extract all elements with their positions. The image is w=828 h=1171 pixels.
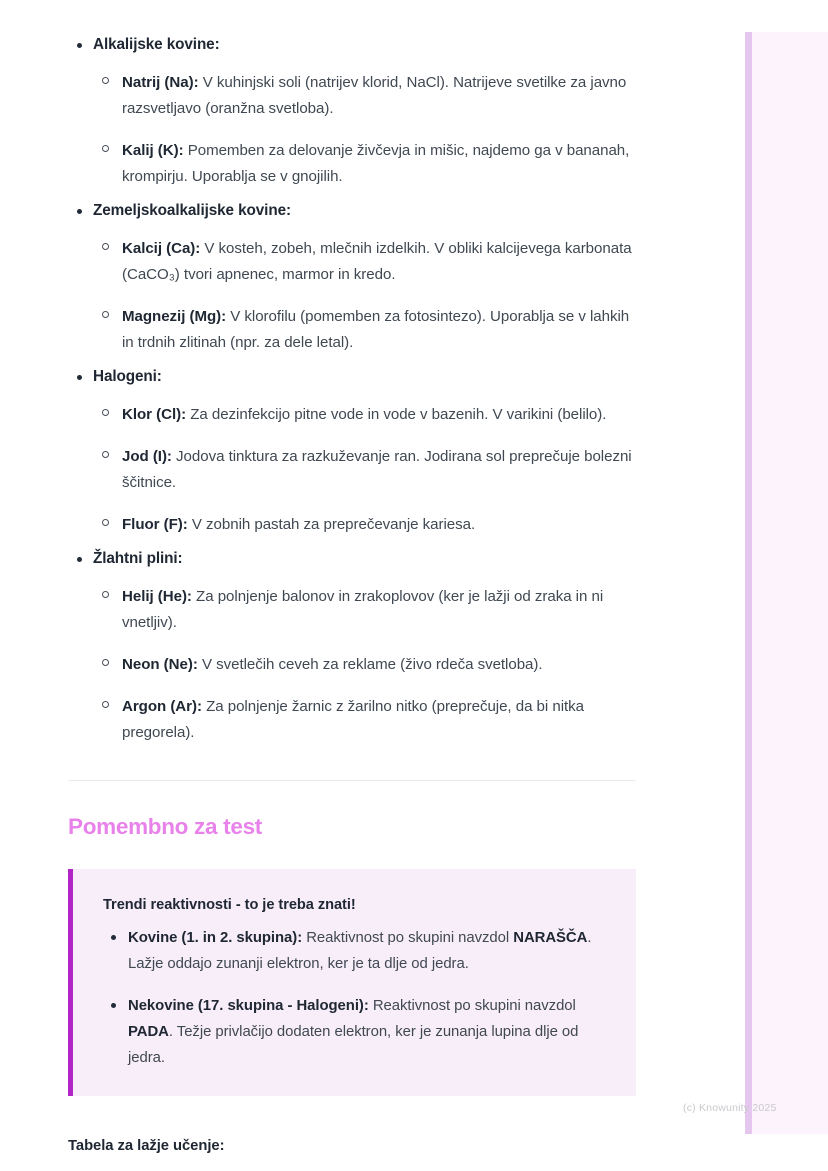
element-group-title: Halogeni: xyxy=(93,367,162,385)
callout-item-term: Nekovine (17. skupina - Halogeni): xyxy=(128,998,369,1015)
list-item-term: Klor (Cl): xyxy=(122,406,187,424)
list-item xyxy=(93,402,636,428)
callout-item-emphasis: PADA xyxy=(128,1024,169,1041)
element-group-title: Žlahtni plini: xyxy=(93,549,183,567)
list-item-description: V svetlečih ceveh za reklame (živo rdeča svetloba). xyxy=(197,656,543,674)
right-panel-edge-line xyxy=(745,32,752,1134)
list-item xyxy=(93,652,636,678)
list-item-text xyxy=(122,74,626,117)
list-item-text xyxy=(122,142,629,185)
callout-item-text xyxy=(128,930,591,972)
list-item-text xyxy=(122,588,603,631)
callout-item-middle: Reaktivnost po skupini navzdol xyxy=(368,998,576,1015)
list-item xyxy=(93,236,636,288)
list-item-text xyxy=(122,240,632,283)
list-item-description: V kuhinjski soli (natrijev klorid, NaCl). Natrijeve svetilke za javno razsvetljavo (oranžna svetloba). xyxy=(122,74,627,118)
list-item-text xyxy=(122,516,475,533)
list-item xyxy=(93,70,636,122)
section-divider xyxy=(68,780,636,781)
list-item-term: Kalij (K): xyxy=(122,142,184,160)
list-item xyxy=(93,304,636,356)
list-item-description: V zobnih pastah za preprečevanje kariesa. xyxy=(187,516,476,533)
list-item-text xyxy=(122,308,629,351)
callout-item-term: Kovine (1. in 2. skupina): xyxy=(128,930,303,947)
document-content xyxy=(68,34,636,1154)
element-item-list xyxy=(93,584,636,746)
callout-title: Trendi reaktivnosti - to je treba znati! xyxy=(103,897,356,914)
list-item-term: Magnezij (Mg): xyxy=(122,308,227,326)
list-item-description: Za dezinfekcijo pitne vode in vode v bazenih. V varikini (belilo). xyxy=(186,406,607,424)
list-item-term: Jod (I): xyxy=(122,448,172,466)
list-item-description: V klorofilu (pomemben za fotosintezo). Uporablja se v lahkih in trdnih zlitinah (npr. za dele letal). xyxy=(122,308,630,352)
list-item-text xyxy=(122,656,543,673)
list-item-term: Helij (He): xyxy=(122,588,192,606)
element-item-list xyxy=(93,402,636,538)
element-group xyxy=(68,200,636,356)
callout-box-trendi-reaktivnosti xyxy=(68,869,636,1096)
callout-item-tail: . Lažje oddajo zunanji elektron, ker je ta dlje od jedra. xyxy=(128,930,592,973)
element-item-list xyxy=(93,70,636,190)
element-group-list xyxy=(68,34,636,746)
element-group-title: Zemeljskoalkalijske kovine: xyxy=(93,201,291,219)
element-group xyxy=(68,34,636,190)
list-item-term: Neon (Ne): xyxy=(122,656,198,674)
page-title-pomembno-za-test: Pomembno za test xyxy=(68,813,262,839)
callout-item-text xyxy=(128,998,578,1066)
callout-list xyxy=(103,926,608,1072)
element-group-title: Alkalijske kovine: xyxy=(93,36,220,53)
element-group xyxy=(68,548,636,746)
callout-item-emphasis: NARAŠČA xyxy=(513,930,588,947)
callout-list-item xyxy=(103,994,608,1072)
list-item xyxy=(93,444,636,496)
table-caption: Tabela za lažje učenje: xyxy=(68,1137,225,1154)
list-item-term: Natrij (Na): xyxy=(122,74,199,92)
list-item-term: Kalcij (Ca): xyxy=(122,240,201,258)
list-item-text xyxy=(122,406,606,423)
list-item-term: Fluor (F): xyxy=(122,516,188,533)
list-item-text xyxy=(122,448,632,491)
list-item-description: V kosteh, zobeh, mlečnih izdelkih. V obliki kalcijevega karbonata (CaCO₃) tvori apnenec, marmor in kredo. xyxy=(122,240,632,284)
right-decorative-panel xyxy=(745,32,828,1134)
list-item-term: Argon (Ar): xyxy=(122,697,202,715)
element-group xyxy=(68,366,636,538)
list-item-text xyxy=(122,698,584,741)
list-item xyxy=(93,138,636,190)
element-item-list xyxy=(93,236,636,356)
callout-item-tail: . Težje privlačijo dodaten elektron, ker je zunanja lupina dlje od jedra. xyxy=(128,1024,579,1066)
list-item xyxy=(93,694,636,746)
watermark: (c) Knowunity 2025 xyxy=(683,1102,777,1114)
list-item-description: Za polnjenje balonov in zrakoplovov (ker je lažji od zraka in ni vnetljiv). xyxy=(122,588,604,632)
list-item-description: Za polnjenje žarnic z žarilno nitko (preprečuje, da bi nitka pregorela). xyxy=(122,697,584,741)
list-item xyxy=(93,512,636,538)
list-item xyxy=(93,584,636,636)
list-item-description: Jodova tinktura za razkuževanje ran. Jodirana sol preprečuje bolezni ščitnice. xyxy=(122,448,632,492)
list-item-description: Pomemben za delovanje živčevja in mišic, najdemo ga v bananah, krompirju. Uporablja se v gnojilih. xyxy=(122,142,630,186)
callout-item-middle: Reaktivnost po skupini navzdol xyxy=(302,930,514,947)
callout-list-item xyxy=(103,926,608,978)
